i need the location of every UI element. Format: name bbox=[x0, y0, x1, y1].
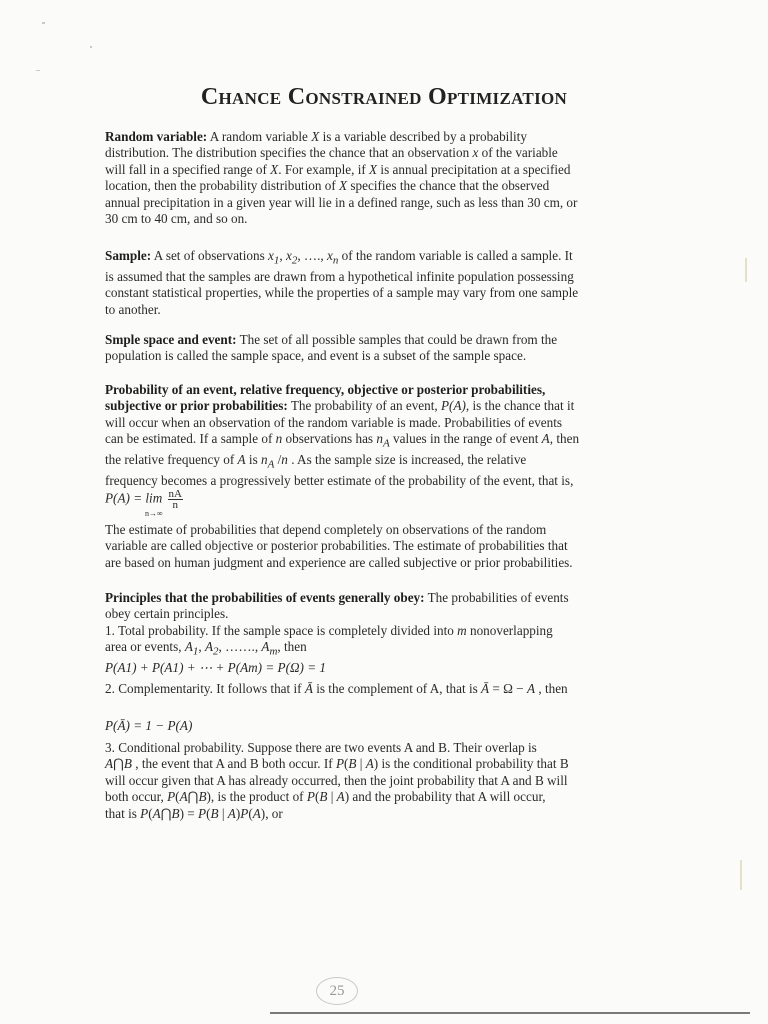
page-number: 25 bbox=[316, 977, 358, 1005]
section-probability-after: The estimate of probabilities that depend completely on observations of the random variable are called objective or posterior probabilities. The estimate of probabilities that are based on human judgment and experience are called subjective or prior probabilities. bbox=[105, 522, 573, 570]
scan-speck bbox=[740, 860, 742, 890]
section-probability: Probability of an event, relative frequency, objective or posterior probabilities, subjective or prior probabilities: The probability of an event, P(A), is the chance that it will occur when an observation of the random variable is made. Probabilities of events can be estimated. If a sample of n observations has $n_A$ values in the range of event A, then the relative frequency of A is $n_A$ /n . As the sample size is increased, the relative frequency becomes a progressively better estimate of the probability of the event, that is, bbox=[105, 382, 580, 489]
section-heading: Sample: bbox=[105, 248, 152, 263]
formula-probability-limit: P(A) = lim $\frac{nA}{n}$ n→∞ bbox=[105, 488, 182, 518]
section-principles: Principles that the probabilities of events generally obey: The probabilities of events obey certain principles. 1. Total probability. If the sample space is completely divided into m nonoverlapping area or events, $A_1$, $A_2$, ……., $A_m$, then P(A1) + P(A1) + ⋯ + P(Am) = P(Ω) = 1 2. Complementarity. It follows that if Ā is the complement of A, that is Ā = Ω − A , then bbox=[105, 590, 651, 697]
formula-total-probability: P(A1) + P(A1) + ⋯ + P(Am) = P(Ω) = 1 bbox=[105, 660, 327, 676]
scan-speck bbox=[36, 70, 40, 71]
scan-speck bbox=[90, 46, 92, 48]
section-heading: Smple space and event: bbox=[105, 332, 237, 347]
section-sample: Sample: A set of observations $x_1$, $x_2$, …., $x_n$ of the random variable is called a sample. It is assumed that the samples are drawn from a hypothetical infinite population possessing constant statistical properties, while the properties of a sample may vary from one sample to another. bbox=[105, 248, 579, 317]
bottom-rule bbox=[270, 1012, 750, 1014]
scan-speck bbox=[745, 258, 747, 282]
section-conditional: 3. Conditional probability. Suppose there are two events A and B. Their overlap is A⋂B , the event that A and B both occur. If P(B | A) is the conditional probability that B will occur given that A has already occurred, then the joint probability that A and B will both occur, P(A⋂B), is the product of P(B | A) and the probability that A will occur, that is P(A⋂B) = P(B | A)P(A), or bbox=[105, 740, 569, 821]
scan-speck bbox=[42, 22, 45, 24]
section-random-variable: Random variable: A random variable X is a variable described by a probability distribution. The distribution specifies the chance that an observation x of the variable will fall in a specified range of X. For example, if X is annual precipitation at a specified location, then the probability distribution of X specifies the chance that the observed annual precipitation in a given year will lie in a defined range, such as less than 30 cm, or 30 cm to 40 cm, and so on. bbox=[105, 129, 578, 227]
section-heading: Principles that the probabilities of events generally obey: bbox=[105, 590, 425, 605]
fraction: $\frac{nA}{n}$ bbox=[168, 488, 182, 511]
section-heading: Random variable: bbox=[105, 129, 208, 144]
page-title: Chance Constrained Optimization bbox=[200, 84, 568, 110]
section-sample-space: Smple space and event: The set of all possible samples that could be drawn from the population is called the sample space, and event is a subset of the sample space. bbox=[105, 332, 558, 364]
formula-complement: P(Ā) = 1 − P(A) bbox=[105, 718, 193, 733]
